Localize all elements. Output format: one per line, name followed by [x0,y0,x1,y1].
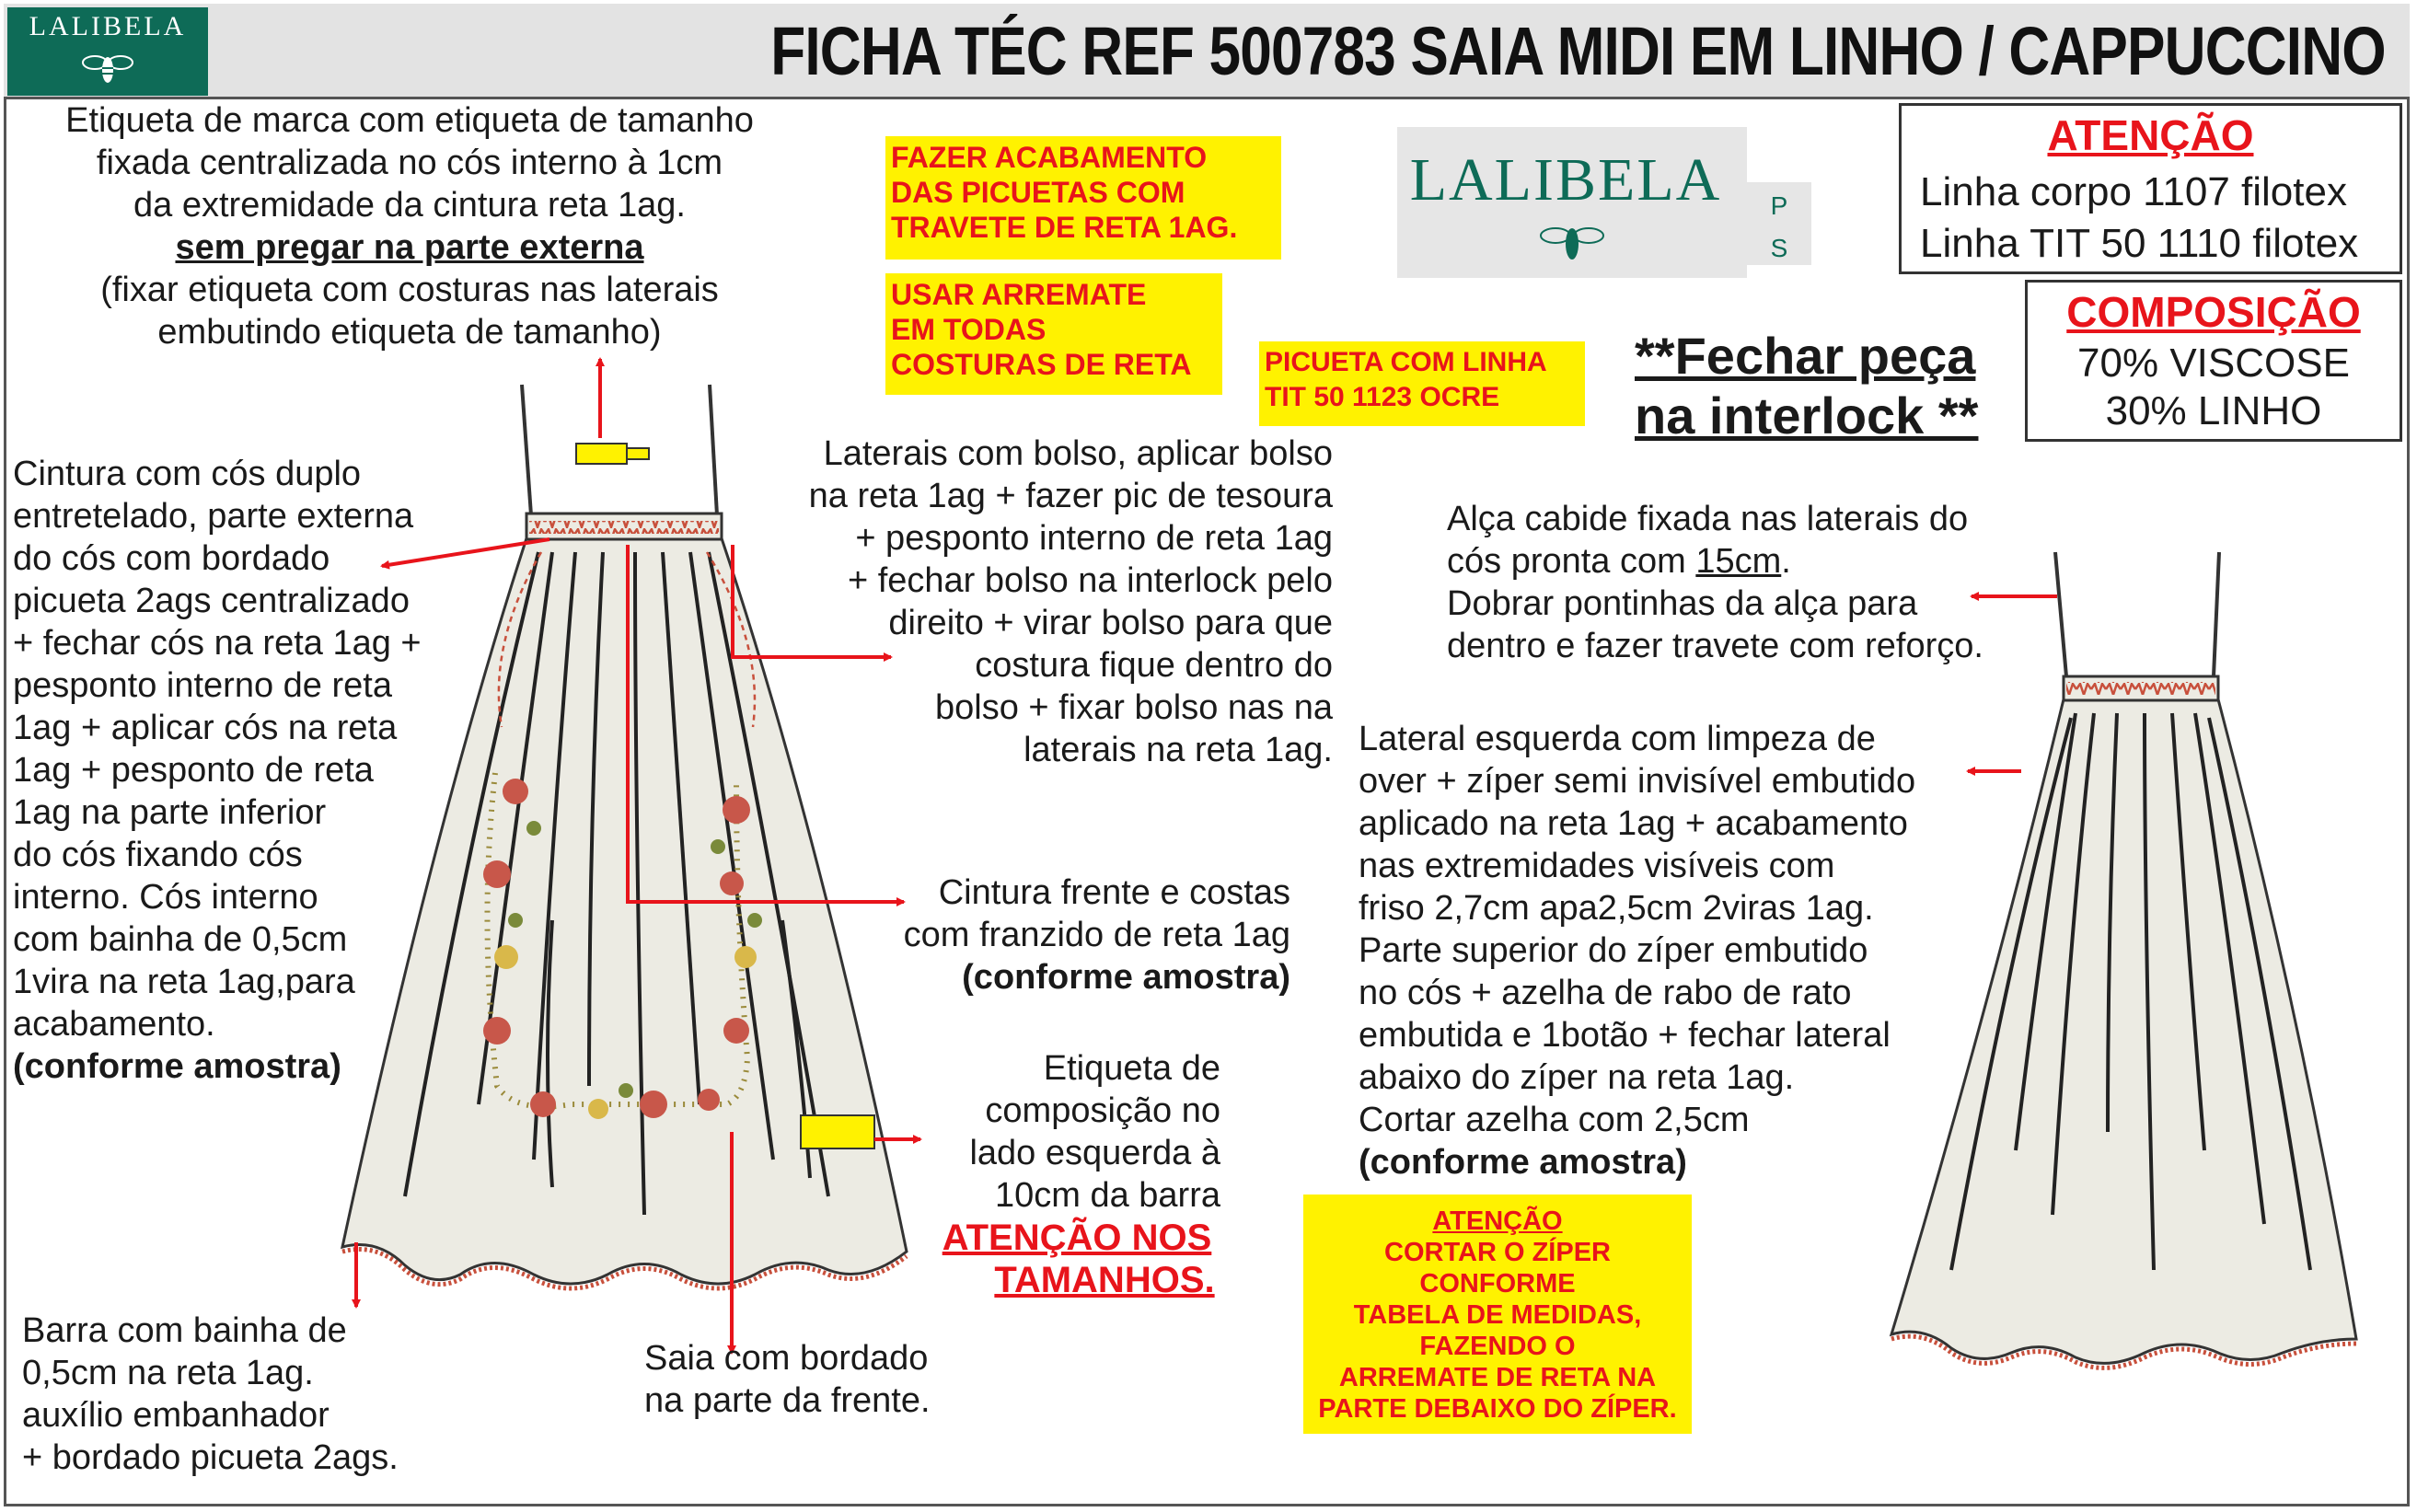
text-line: da extremidade da cintura reta 1ag. [133,186,686,225]
text-line: Laterais com bolso, aplicar bolso [823,434,1333,473]
text-line: na reta 1ag + fazer pic de tesoura [808,477,1333,515]
embroidery-note [644,1337,931,1422]
text-line: com franzido de reta 1ag [903,916,1290,954]
text-line: acabamento. [13,1005,215,1044]
note-ziper [1303,1195,1692,1434]
text-line: entretelado, parte externa [13,497,414,536]
back-waistband-embroidery [2066,682,2215,695]
front-strap-right [710,385,717,515]
text-line: Lateral esquerda com limpeza de [1359,720,1876,758]
note-picueta-linha [1259,341,1585,426]
composition-label-instructions [911,1047,1220,1217]
text-line: costura fique dentro do [975,646,1333,685]
waistband-instructions [13,453,422,1088]
text-span: . [1781,542,1791,581]
text-line: nas extremidades visíveis com [1359,847,1835,885]
pocket-instructions [755,433,1333,771]
note-arremate [885,273,1222,395]
brand-logo-side [1747,182,1811,265]
note-ziper-line: CONFORME [1419,1269,1576,1298]
text-line: lado esquerda à [969,1134,1220,1172]
text-line: no cós + azelha de rabo de rato [1359,974,1852,1012]
composition-line-1: 70% VISCOSE [2077,340,2350,386]
attention-title: ATENÇÃO [2047,111,2254,159]
text-line: (fixar etiqueta com costuras nas laterais [100,271,719,309]
text-line: + fechar cós na reta 1ag + [13,624,422,663]
sizes-warning [930,1217,1224,1301]
brand-name: LALIBELA [29,11,187,41]
gather-instructions [856,871,1290,998]
text-line: + pesponto interno de reta 1ag [855,519,1333,558]
note-ziper-line: CORTAR O ZÍPER [1384,1238,1611,1267]
back-strap-left [2055,552,2066,676]
note-ziper-line: PARTE DEBAIXO DO ZÍPER. [1318,1394,1677,1424]
brand-label-tag [576,444,627,464]
text-line: sem pregar na parte externa [175,228,644,267]
note-picuetas-line: TRAVETE DE RETA 1AG. [891,211,1238,244]
text-line: 1ag na parte inferior [13,793,327,832]
brand-label-tab [627,448,649,459]
left-side-instructions [1359,718,1915,1183]
front-strap-left [522,385,531,515]
text-line: Cortar azelha com 2,5cm [1359,1101,1750,1139]
note-arremate-line: COSTURAS DE RETA [891,348,1192,381]
text-line: over + zíper semi invisível embutido [1359,762,1916,801]
text-line: 0,5cm na reta 1ag. [22,1354,314,1392]
text-line: TAMANHOS. [994,1260,1215,1300]
text-line: (conforme amostra) [13,1047,341,1086]
composition-box [2025,280,2402,442]
text-line: bolso + fixar bolso nas na [935,688,1333,727]
note-picuetas-line: FAZER ACABAMENTO [891,141,1208,174]
text-line: 1ag + aplicar cós na reta [13,709,398,747]
text-line: abaixo do zíper na reta 1ag. [1359,1058,1795,1097]
text-line: laterais na reta 1ag. [1023,731,1333,769]
text-line: Cintura com cós duplo [13,455,362,493]
text-line: 1vira na reta 1ag,para [13,963,355,1001]
text-line: + bordado picueta 2ags. [22,1438,399,1477]
brand-logo-center [1397,127,1788,278]
text-line: Alça cabide fixada nas laterais do [1447,500,1969,538]
hanger-strap-instructions [1447,498,1983,667]
text-line: embutida e 1botão + fechar lateral [1359,1016,1891,1055]
hem-instructions [22,1310,399,1479]
text-line: do cós com bordado [13,539,330,578]
strap-length: 15cm [1695,542,1782,581]
text-line [1447,540,1983,583]
composition-label-tag [801,1115,874,1148]
back-strap-right [2214,552,2219,676]
note-ziper-line: TABELA DE MEDIDAS, [1353,1300,1642,1330]
text-line: Saia com bordado [644,1339,929,1378]
text-line: Etiqueta de marca com etiqueta de tamanho [65,101,754,140]
brand-label-instructions [18,99,801,353]
text-line: ATENÇÃO NOS [942,1218,1212,1258]
brand-logo-text: LALIBELA [1409,146,1722,214]
text-line: (conforme amostra) [962,958,1290,997]
composition-line-2: 30% LINHO [2105,388,2322,433]
text-line: direito + virar bolso para que [888,604,1333,642]
text-line: fixada centralizada no cós interno à 1cm [96,144,723,182]
text-line: 1ag + pesponto de reta [13,751,374,790]
text-line: do cós fixando cós [13,836,303,874]
composition-title: COMPOSIÇÃO [2066,288,2361,336]
text-line: friso 2,7cm apa2,5cm 2viras 1ag. [1359,889,1874,928]
text-line: composição no [985,1091,1220,1130]
note-picuetas [885,136,1281,260]
attention-line-1: Linha corpo 1107 filotex [1920,169,2347,214]
note-ziper-line: FAZENDO O [1419,1332,1576,1361]
note-picueta-linha-line: TIT 50 1123 OCRE [1265,382,1500,412]
text-line: Parte superior do zíper embutido [1359,931,1868,970]
close-piece-note-2: na interlock ** [1635,387,1979,444]
text-line: Dobrar pontinhas da alça para [1447,584,1918,623]
text-span: cós pronta com [1447,542,1696,581]
text-line: pesponto interno de reta [13,666,392,705]
front-waistband-embroidery [529,521,719,534]
text-line: + fechar bolso na interlock pelo [847,561,1333,600]
text-line: na parte da frente. [644,1381,931,1420]
text-line: com bainha de 0,5cm [13,920,348,959]
text-line: Etiqueta de [1043,1049,1220,1088]
note-picuetas-line: DAS PICUETAS COM [891,176,1185,209]
text-line: dentro e fazer travete com reforço. [1447,627,1983,665]
back-skirt [1891,552,2356,1368]
page-title: FICHA TÉC REF 500783 SAIA MIDI EM LINHO / CAPPUCCINO [770,13,2386,89]
attention-line-2: Linha TIT 50 1110 filotex [1920,221,2359,266]
note-ziper-line: ATENÇÃO [1432,1206,1563,1236]
attention-box [1899,103,2402,274]
bee-icon [1537,219,1607,265]
text-line: Barra com bainha de [22,1311,347,1350]
text-line: auxílio embanhador [22,1396,330,1435]
text-line: Cintura frente e costas [938,873,1290,912]
note-arremate-line: EM TODAS [891,313,1047,346]
note-arremate-line: USAR ARREMATE [891,278,1147,311]
close-piece-note-1: **Fechar peça [1635,327,1976,385]
text-line: aplicado na reta 1ag + acabamento [1359,804,1908,843]
note-ziper-line: ARREMATE DE RETA NA [1338,1363,1657,1392]
logo-letter-p: P [1770,191,1788,220]
text-line: picueta 2ags centralizado [13,582,410,620]
text-line: interno. Cós interno [13,878,318,917]
text-line: (conforme amostra) [1359,1143,1687,1182]
back-skirt-body [1891,699,2356,1363]
note-picueta-linha-line: PICUETA COM LINHA [1265,347,1547,377]
text-line: 10cm da barra [994,1176,1220,1215]
logo-letter-s: S [1770,234,1788,262]
text-line: embutindo etiqueta de tamanho) [157,313,662,352]
